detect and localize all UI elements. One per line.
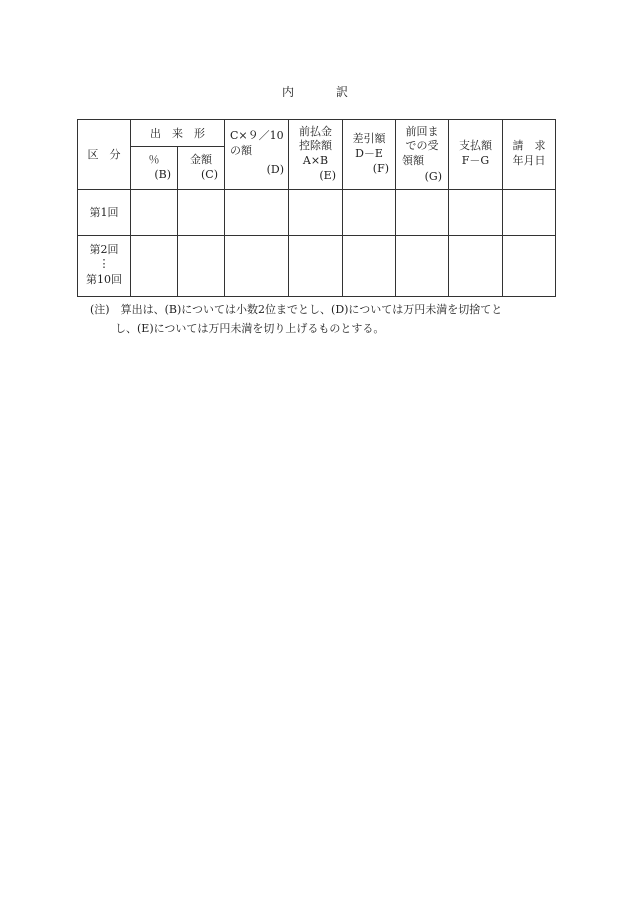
cell-payment-2[interactable]: [449, 236, 503, 297]
header-dekigata: [131, 120, 225, 147]
cell-c-ratio-1[interactable]: [225, 190, 289, 236]
cell-request-2[interactable]: [503, 236, 556, 297]
header-request: [503, 120, 556, 190]
cell-payment-1[interactable]: [449, 190, 503, 236]
footnote: [90, 300, 570, 338]
cell-prior-1[interactable]: [396, 190, 449, 236]
header-advance-line3: A×B: [302, 154, 329, 167]
header-diff-id: (F): [372, 162, 389, 175]
header-c-ratio: [225, 120, 289, 190]
table-row: [78, 190, 556, 236]
row-label-2-10: [78, 236, 131, 297]
header-kubun-text: 区 分: [87, 148, 121, 161]
header-diff: [343, 120, 396, 190]
header-payment: [449, 120, 503, 190]
header-payment-line2: F－G: [461, 154, 490, 167]
cell-amount-2[interactable]: [178, 236, 225, 297]
document-title: [0, 83, 630, 100]
header-dekigata-text: 出 来 形: [150, 126, 205, 140]
cell-advance-1[interactable]: [289, 190, 343, 236]
header-c-ratio-line1: C×９／10: [230, 129, 284, 142]
row-label-vertical-ellipsis: ⋮: [98, 257, 110, 270]
header-amount-id: (C): [201, 168, 218, 182]
header-prior-line3: 領額: [402, 154, 424, 167]
header-request-line1: 請 求: [512, 139, 546, 152]
footnote-line2: し、(E)については万円未満を切り上げるものとする。: [115, 322, 385, 335]
header-advance-id: (E): [319, 169, 336, 182]
cell-percent-1[interactable]: [131, 190, 178, 236]
cell-prior-2[interactable]: [396, 236, 449, 297]
header-prior-id: (G): [424, 170, 442, 183]
header-kubun: [78, 120, 131, 190]
breakdown-table: [77, 119, 556, 297]
header-prior-line2: での受: [405, 139, 439, 152]
cell-amount-1[interactable]: [178, 190, 225, 236]
header-percent: [131, 147, 178, 190]
header-prior-line1: 前回ま: [405, 125, 439, 138]
cell-c-ratio-2[interactable]: [225, 236, 289, 297]
header-advance-line2: 控除額: [299, 139, 332, 152]
header-c-ratio-id: (D): [266, 163, 284, 176]
header-c-ratio-line2: の額: [230, 144, 252, 157]
title-left-char: 内: [281, 85, 294, 99]
header-percent-text: ％: [148, 153, 160, 167]
header-advance: [289, 120, 343, 190]
cell-request-1[interactable]: [503, 190, 556, 236]
cell-diff-1[interactable]: [343, 190, 396, 236]
header-amount-text: 金額: [190, 153, 212, 167]
header-prior: [396, 120, 449, 190]
row-label-1: 第1回: [78, 190, 131, 236]
header-request-line2: 年月日: [512, 154, 546, 167]
header-diff-line2: D－E: [355, 147, 383, 160]
header-diff-line1: 差引額: [352, 132, 386, 145]
row-label-top: 第2回: [89, 243, 119, 256]
cell-advance-2[interactable]: [289, 236, 343, 297]
header-payment-line1: 支払額: [459, 139, 492, 152]
cell-percent-2[interactable]: [131, 236, 178, 297]
cell-diff-2[interactable]: [343, 236, 396, 297]
header-percent-id: (B): [154, 168, 171, 182]
table-row: [78, 236, 556, 297]
header-advance-line1: 前払金: [299, 125, 332, 138]
header-amount: [178, 147, 225, 190]
footnote-line1: (注) 算出は、(B)については小数2位までとし、(D)については万円未満を切捨てと: [90, 303, 503, 316]
row-label-bottom: 第10回: [86, 273, 122, 286]
title-right-char: 訳: [336, 85, 349, 99]
